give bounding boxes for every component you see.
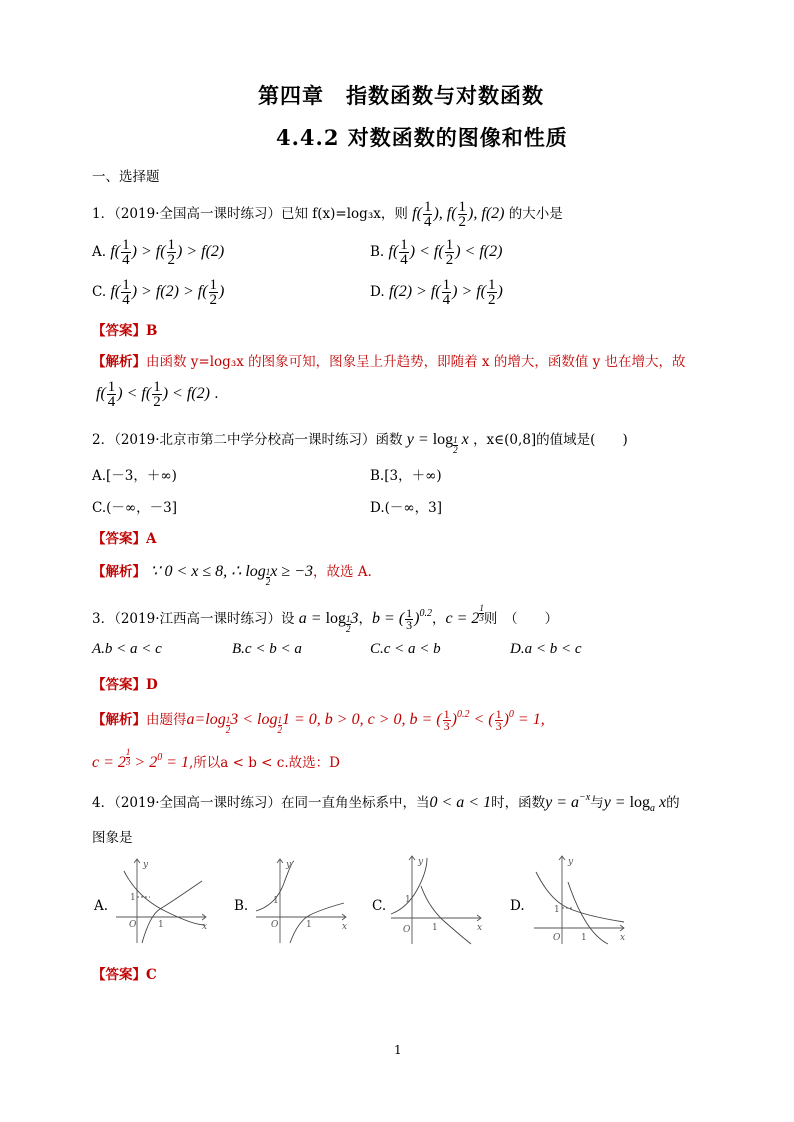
- q2-option-d: D.(－∞，3]: [370, 500, 443, 516]
- q2-option-c: C.(－∞，－3]: [92, 500, 178, 516]
- q4-graph-a: [110, 855, 210, 947]
- svg-text:1: 1: [581, 933, 587, 943]
- page-title: 第四章 指数函数与对数函数: [258, 83, 544, 108]
- q3-analysis-label: 【解析】: [92, 712, 146, 728]
- q1-analysis-text: 由函数 y=log₃x 的图象可知，图象呈上升趋势，即随着 x 的增大，函数值 y 也在增大，故: [146, 354, 686, 370]
- svg-text:1: 1: [306, 920, 312, 930]
- q1-option-a-label: A.: [92, 244, 107, 261]
- page-subtitle: 4.4.2 对数函数的图像和性质: [276, 125, 568, 150]
- q1-analysis-math: f( $\frac{1}{4}$ ) < f( $\frac{1}{2}$ ) < f(2) .: [96, 379, 219, 410]
- q2-stem-end: ，x∈(0,8]的值域是( ): [473, 432, 628, 448]
- q1-stem: [92, 200, 563, 229]
- q1-option-c-label: C.: [92, 284, 107, 301]
- q1-option-d: D. f(2) > f( $\frac{1}{4}$ ) > f( $\frac{1}{2}$ ): [370, 277, 503, 308]
- q4-option-b-label: B.: [234, 898, 249, 914]
- q4-answer: 【答案】C: [92, 967, 157, 983]
- svg-text:O: O: [403, 925, 411, 935]
- q4-stem-text: 4．（2019·全国高一课时练习）在同一直角坐标系中，当: [92, 795, 430, 811]
- q3-analysis-start: 由题得: [146, 712, 187, 728]
- q4-option-d-label: D.: [510, 898, 525, 914]
- q1-option-b: B. f( $\frac{1}{4}$ ) < f( $\frac{1}{2}$ ) < f(2): [370, 237, 503, 268]
- q1-answer: 【答案】B: [92, 323, 158, 339]
- q3-answer: 【答案】D: [92, 677, 158, 693]
- q4-stem: 4．（2019·全国高一课时练习）在同一直角坐标系中，当0 < a < 1时，函数$y = a^{-x}$与$y = \log_a x$的: [92, 792, 680, 814]
- q3-option-b: B.c < b < a: [232, 641, 302, 657]
- q4-option-a-label: A.: [94, 898, 109, 914]
- q3-stem-end: 则 （ ）: [483, 610, 559, 627]
- svg-text:x: x: [202, 922, 208, 932]
- svg-text:O: O: [129, 920, 137, 930]
- q1-analysis-label: 【解析】: [92, 354, 146, 370]
- q4-stem-line2: 图象是: [92, 830, 133, 846]
- page-number: 1: [394, 1043, 402, 1057]
- q1-stem-text: 1．（2019·全国高一课时练习）已知 f(x)=log₃x，则: [92, 206, 408, 223]
- svg-text:y: y: [143, 860, 149, 870]
- svg-text:y: y: [286, 860, 292, 870]
- q3-stem: 3．（2019·江西高一课时练习）设 a = log $_{\frac{1}{2}}$3，b = ( $\frac{1}{3}$ )$^{0.2}$，c = 2 $^{\frac{1}{3}}$则 （ ）: [92, 603, 559, 634]
- svg-text:1: 1: [130, 893, 136, 903]
- svg-text:1: 1: [273, 896, 279, 906]
- svg-text:O: O: [271, 920, 279, 930]
- svg-text:x: x: [342, 922, 348, 932]
- q4-graph-b: [250, 855, 350, 947]
- svg-text:1: 1: [432, 923, 438, 933]
- q4-graph-d: [528, 852, 628, 947]
- q2-answer: 【答案】A: [92, 531, 157, 547]
- q3-analysis-line2: c = 2 $^{\frac{1}{3}} > 2^0 = 1$,所以a < b < c.故选：D: [92, 747, 340, 771]
- q4-stem-mid2: 与: [590, 795, 604, 811]
- svg-text:1: 1: [158, 920, 164, 930]
- q2-analysis: 【解析】 ∵ 0 < x ≤ 8, ∴ log $_{\frac{1}{2}}$x ≥ −3，故选 A.: [92, 563, 372, 588]
- q1-analysis: [92, 350, 686, 370]
- svg-text:y: y: [568, 857, 574, 867]
- q1-option-c: C. f( $\frac{1}{4}$ ) > f(2) > f( $\frac{1}{2}$ ): [92, 277, 225, 308]
- q3-stem-text: 3．（2019·江西高一课时练习）设: [92, 610, 295, 627]
- q2-analysis-end: ，故选 A.: [312, 564, 372, 580]
- section-heading: 一、选择题: [92, 169, 160, 185]
- svg-text:1: 1: [554, 905, 560, 915]
- q2-stem-text: 2．（2019·北京市第二中学分校高一课时练习）函数: [92, 432, 403, 448]
- q2-analysis-label: 【解析】: [92, 564, 146, 580]
- q4-graph-c: [385, 852, 485, 947]
- q1-option-d-label: D.: [370, 284, 385, 301]
- q3-option-c: C.c < a < b: [370, 641, 441, 657]
- svg-text:O: O: [553, 933, 561, 943]
- q1-stem-math: f( $\frac{1}{4}$ ), f( $\frac{1}{2}$ ), f(2): [412, 199, 505, 230]
- q4-stem-mid: 时，函数: [491, 795, 546, 811]
- svg-text:1: 1: [405, 895, 411, 905]
- q1-option-a: A. f( $\frac{1}{4}$ ) > f( $\frac{1}{2}$ ) > f(2): [92, 237, 225, 268]
- q3-option-d: D.a < b < c: [510, 641, 582, 657]
- svg-text:y: y: [418, 857, 424, 867]
- q2-option-a: A.[－3，＋∞): [92, 468, 177, 484]
- q4-option-c-label: C.: [372, 898, 387, 914]
- q3-analysis-line2-end: ,所以a < b < c.故选：D: [189, 754, 340, 771]
- q4-stem-end: 的: [666, 795, 680, 811]
- q3-analysis: 【解析】由题得a=log $_{\frac{1}{2}}$3 < log $_{\frac{1}{2}}$1 = 0, b > 0, c > 0, b = ( $\frac{1}{3}$ )$^{0.2}$ < ( $\frac{1}{3}$ )$^0$ = 1,: [92, 706, 545, 736]
- q1-option-b-label: B.: [370, 244, 385, 261]
- q2-option-b: B.[3，＋∞): [370, 468, 442, 484]
- q3-option-a: A.b < a < c: [92, 641, 162, 657]
- q1-stem-end: 的大小是: [508, 206, 563, 223]
- svg-text:x: x: [620, 933, 626, 943]
- q2-stem: 2．（2019·北京市第二中学分校高一课时练习）函数 y = log $_{\frac{1}{2}}$ x ，x∈(0,8]的值域是( ): [92, 431, 628, 456]
- svg-text:x: x: [477, 923, 483, 933]
